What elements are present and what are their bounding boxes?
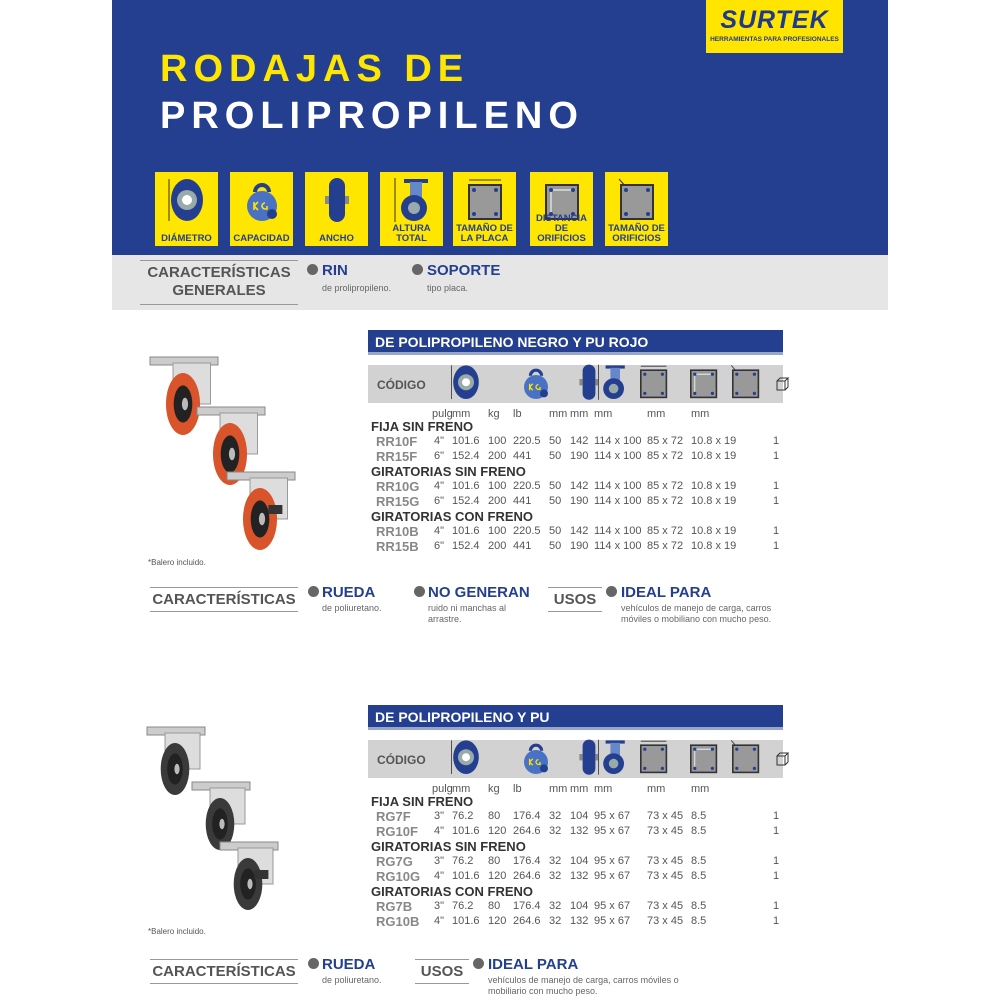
spec-icon-label: TAMAÑO DE LA PLACA [456, 223, 513, 244]
table-cell: 4" [434, 480, 445, 492]
brand-name: SURTEK [720, 6, 829, 34]
divider [150, 611, 298, 612]
uses-title: IDEAL PARA [621, 584, 712, 601]
table-cell: 220.5 [513, 480, 541, 492]
hole-distance-icon [686, 363, 721, 405]
table-cell: 8.5 [691, 825, 707, 837]
table-cell: 76.2 [452, 900, 474, 912]
unit-label: mm [647, 783, 666, 795]
table-cell: 50 [549, 495, 562, 507]
table-cell: 220.5 [513, 435, 541, 447]
product-code: RR10F [376, 434, 418, 449]
bearing-note: *Balero incluido. [148, 927, 206, 936]
table-cell: 6" [434, 495, 445, 507]
spec-icon-2 [305, 172, 368, 246]
unit-label: lb [513, 783, 522, 795]
table-cell: 4" [434, 435, 445, 447]
table-cell: 1 [773, 825, 780, 837]
bullet-icon [308, 958, 319, 969]
table-cell: 132 [570, 915, 589, 927]
unit-label: mm [594, 783, 613, 795]
product-code: RR10B [376, 524, 419, 539]
table-cell: 32 [549, 915, 562, 927]
table-cell: 176.4 [513, 855, 541, 867]
table-cell: 190 [570, 495, 589, 507]
group-heading: FIJA SIN FRENO [371, 419, 474, 434]
page-title-line1: RODAJAS DE [160, 48, 470, 90]
table-cell: 32 [549, 825, 562, 837]
page-title-line2: PROLIPROPILENO [160, 95, 584, 137]
feature-title: RUEDA [322, 956, 376, 973]
spec-icon-4 [453, 172, 516, 246]
product-code: RR15F [376, 449, 418, 464]
product-code: RR10G [376, 479, 420, 494]
table-cell: 50 [549, 450, 562, 462]
uses-desc: vehículos de manejo de carga, carros móviles o mobiliario con mucho peso. [488, 975, 679, 996]
code-header: CÓDIGO [377, 753, 426, 767]
table-cell: 1 [773, 540, 780, 552]
bullet-icon [473, 958, 484, 969]
table-cell: 104 [570, 855, 589, 867]
table-cell: 132 [570, 870, 589, 882]
bullet-icon [412, 264, 423, 275]
table-cell: 32 [549, 855, 562, 867]
spec-icon-label: DIÁMETRO [161, 233, 212, 244]
table-cell: 4" [434, 915, 445, 927]
table-cell: 152.4 [452, 540, 480, 552]
table-cell: 1 [773, 900, 780, 912]
table-cell: 1 [773, 495, 780, 507]
plate-size-icon [636, 363, 671, 405]
kg-weight-icon [520, 363, 552, 405]
table-cell: 441 [513, 495, 532, 507]
group-heading: GIRATORIAS CON FRENO [371, 509, 534, 524]
table-cell: 80 [488, 810, 501, 822]
table-cell: 114 x 100 [594, 435, 642, 447]
table-cell: 95 x 67 [594, 900, 631, 912]
table-cell: 85 x 72 [647, 480, 684, 492]
plate-size-icon [463, 176, 507, 224]
table-cell: 1 [773, 855, 780, 867]
table-cell: 101.6 [452, 870, 480, 882]
table-cell: 264.6 [513, 870, 541, 882]
features-heading: CARACTERÍSTICAS [152, 963, 296, 980]
table-cell: 85 x 72 [647, 450, 684, 462]
table-cell: 73 x 45 [647, 810, 684, 822]
product-code: RG7F [376, 809, 411, 824]
unit-label: mm [452, 408, 471, 420]
package-icon [774, 751, 790, 772]
table-cell: 100 [488, 435, 507, 447]
bullet-icon [606, 586, 617, 597]
table-cell: 85 x 72 [647, 540, 684, 552]
product-code: RR15B [376, 539, 419, 554]
table-cell: 190 [570, 450, 589, 462]
table-title-bar: DE POLIPROPILENO Y PU [368, 705, 783, 730]
table-cell: 142 [570, 435, 589, 447]
table-cell: 10.8 x 19 [691, 480, 737, 492]
table-cell: 114 x 100 [594, 540, 642, 552]
table-cell: 200 [488, 495, 507, 507]
package-icon [774, 376, 790, 397]
table-cell: 120 [488, 825, 507, 837]
unit-label: mm [594, 408, 613, 420]
wheel-diameter-icon [167, 176, 207, 224]
table-cell: 101.6 [452, 435, 480, 447]
hole-size-icon [615, 176, 659, 224]
table-cell: 1 [773, 525, 780, 537]
spec-icon-6 [605, 172, 668, 246]
product-code: RG10B [376, 914, 420, 929]
caster-brake-image [225, 470, 307, 567]
unit-label: mm [691, 408, 710, 420]
table-cell: 8.5 [691, 870, 707, 882]
features-heading: CARACTERÍSTICAS [152, 591, 296, 608]
divider [140, 260, 298, 261]
table-cell: 104 [570, 900, 589, 912]
table-cell: 95 x 67 [594, 870, 631, 882]
caster-height-icon [392, 176, 432, 224]
unit-label: pulg [432, 408, 453, 420]
unit-label: mm [549, 783, 568, 795]
table-cell: 142 [570, 525, 589, 537]
divider [548, 611, 602, 612]
table-cell: 120 [488, 915, 507, 927]
spec-icon-label: DISTANCIA DE ORIFICIOS [535, 213, 588, 244]
feature-soporte-title: SOPORTE [427, 262, 501, 279]
divider [150, 587, 298, 588]
spec-icon-label: TAMAÑO DE ORIFICIOS [608, 223, 665, 244]
table-cell: 95 x 67 [594, 825, 631, 837]
table-header-icons [368, 365, 783, 403]
divider [415, 959, 469, 960]
table-cell: 32 [549, 870, 562, 882]
table-cell: 120 [488, 870, 507, 882]
table-header-icons [368, 740, 783, 778]
bullet-icon [307, 264, 318, 275]
table-title-bar: DE POLIPROPILENO NEGRO Y PU ROJO [368, 330, 783, 355]
product-code: RR15G [376, 494, 420, 509]
spec-icon-label: CAPACIDAD [233, 233, 290, 244]
unit-label: pulg [432, 783, 453, 795]
table-cell: 10.8 x 19 [691, 525, 737, 537]
table-cell: 3" [434, 855, 445, 867]
table-cell: 4" [434, 825, 445, 837]
product-code: RG7G [376, 854, 413, 869]
table-cell: 101.6 [452, 525, 480, 537]
table-cell: 32 [549, 810, 562, 822]
table-cell: 1 [773, 810, 780, 822]
divider [140, 304, 298, 305]
table-cell: 114 x 100 [594, 450, 642, 462]
table-cell: 100 [488, 480, 507, 492]
table-cell: 176.4 [513, 810, 541, 822]
brand-tagline: HERRAMIENTAS PARA PROFESIONALES [710, 36, 839, 43]
feature-title: RUEDA [322, 584, 376, 601]
spec-icon-label: ALTURA TOTAL [392, 223, 431, 244]
table-cell: 73 x 45 [647, 900, 684, 912]
table-cell: 76.2 [452, 810, 474, 822]
uses-desc: vehículos de manejo de carga, carros móviles o mobiliano con mucho peso. [621, 603, 772, 624]
uses-heading: USOS [553, 591, 597, 608]
table-cell: 50 [549, 480, 562, 492]
hole-size-icon [728, 363, 763, 405]
caster-brake-image [218, 840, 290, 927]
kg-weight-icon [520, 738, 552, 780]
kg-weight-icon [242, 176, 282, 224]
unit-label: mm [570, 783, 589, 795]
unit-label: mm [691, 783, 710, 795]
table-cell: 132 [570, 825, 589, 837]
unit-label: mm [570, 408, 589, 420]
table-cell: 73 x 45 [647, 825, 684, 837]
spec-icon-label: ANCHO [319, 233, 354, 244]
table-cell: 200 [488, 540, 507, 552]
unit-label: mm [549, 408, 568, 420]
table-cell: 3" [434, 900, 445, 912]
table-cell: 101.6 [452, 480, 480, 492]
group-heading: GIRATORIAS CON FRENO [371, 884, 534, 899]
spec-icon-0 [155, 172, 218, 246]
divider [150, 983, 298, 984]
group-heading: FIJA SIN FRENO [371, 794, 474, 809]
table-cell: 8.5 [691, 810, 707, 822]
table-cell: 8.5 [691, 900, 707, 912]
wheel-diameter-icon [450, 363, 482, 405]
table-cell: 73 x 45 [647, 855, 684, 867]
table-cell: 85 x 72 [647, 495, 684, 507]
table-cell: 190 [570, 540, 589, 552]
code-header: CÓDIGO [377, 378, 426, 392]
table-cell: 6" [434, 450, 445, 462]
bullet-icon [414, 586, 425, 597]
general-heading: CARACTERÍSTICAS GENERALES [147, 264, 291, 299]
table-cell: 80 [488, 855, 501, 867]
table-cell: 32 [549, 900, 562, 912]
table-cell: 85 x 72 [647, 435, 684, 447]
bearing-note: *Balero incluido. [148, 558, 206, 567]
unit-label: mm [647, 408, 666, 420]
uses-heading: USOS [420, 963, 464, 980]
product-code: RG10F [376, 824, 418, 839]
unit-label: kg [488, 783, 500, 795]
table-cell: 114 x 100 [594, 480, 642, 492]
table-cell: 1 [773, 435, 780, 447]
wheel-width-icon [317, 176, 357, 224]
feature-rin-title: RIN [322, 262, 348, 279]
table-cell: 6" [434, 540, 445, 552]
table-cell: 73 x 45 [647, 915, 684, 927]
table-cell: 441 [513, 450, 532, 462]
bullet-icon [308, 586, 319, 597]
divider [415, 983, 469, 984]
feature-desc: ruido ni manchas al arrastre. [428, 603, 507, 624]
table-cell: 50 [549, 525, 562, 537]
unit-label: lb [513, 408, 522, 420]
table-cell: 10.8 x 19 [691, 495, 737, 507]
feature-desc: de poliuretano. [322, 975, 382, 985]
feature-title: NO GENERAN [428, 584, 530, 601]
table-cell: 1 [773, 450, 780, 462]
table-cell: 264.6 [513, 915, 541, 927]
table-cell: 152.4 [452, 450, 480, 462]
table-cell: 76.2 [452, 855, 474, 867]
uses-title: IDEAL PARA [488, 956, 579, 973]
table-cell: 220.5 [513, 525, 541, 537]
table-cell: 441 [513, 540, 532, 552]
hole-distance-icon [686, 738, 721, 780]
wheel-diameter-icon [450, 738, 482, 780]
caster-height-icon [596, 363, 628, 405]
unit-label: kg [488, 408, 500, 420]
table-cell: 200 [488, 450, 507, 462]
table-cell: 1 [773, 870, 780, 882]
table-cell: 10.8 x 19 [691, 450, 737, 462]
hole-size-icon [728, 738, 763, 780]
group-heading: GIRATORIAS SIN FRENO [371, 464, 526, 479]
divider [548, 587, 602, 588]
table-cell: 114 x 100 [594, 525, 642, 537]
table-cell: 73 x 45 [647, 870, 684, 882]
product-code: RG7B [376, 899, 413, 914]
table-cell: 50 [549, 435, 562, 447]
table-cell: 142 [570, 480, 589, 492]
table-cell: 176.4 [513, 900, 541, 912]
table-cell: 10.8 x 19 [691, 435, 737, 447]
unit-label: mm [452, 783, 471, 795]
table-cell: 114 x 100 [594, 495, 642, 507]
table-cell: 8.5 [691, 855, 707, 867]
plate-size-icon [636, 738, 671, 780]
table-cell: 104 [570, 810, 589, 822]
feature-soporte-desc: tipo placa. [427, 283, 469, 293]
divider [150, 959, 298, 960]
table-cell: 264.6 [513, 825, 541, 837]
table-cell: 1 [773, 480, 780, 492]
table-cell: 95 x 67 [594, 915, 631, 927]
table-cell: 101.6 [452, 825, 480, 837]
caster-height-icon [596, 738, 628, 780]
feature-desc: de poliuretano. [322, 603, 382, 613]
spec-icon-1 [230, 172, 293, 246]
feature-rin-desc: de prolipropileno. [322, 283, 392, 293]
table-cell: 4" [434, 870, 445, 882]
table-cell: 3" [434, 810, 445, 822]
table-cell: 101.6 [452, 915, 480, 927]
table-cell: 100 [488, 525, 507, 537]
table-cell: 80 [488, 900, 501, 912]
table-cell: 8.5 [691, 915, 707, 927]
table-cell: 1 [773, 915, 780, 927]
surtek-logo [706, 0, 843, 53]
product-code: RG10G [376, 869, 421, 884]
table-cell: 4" [434, 525, 445, 537]
spec-icon-5 [530, 172, 593, 246]
table-cell: 152.4 [452, 495, 480, 507]
table-cell: 95 x 67 [594, 810, 631, 822]
spec-icon-3 [380, 172, 443, 246]
group-heading: GIRATORIAS SIN FRENO [371, 839, 526, 854]
table-cell: 95 x 67 [594, 855, 631, 867]
table-cell: 85 x 72 [647, 525, 684, 537]
table-cell: 50 [549, 540, 562, 552]
table-cell: 10.8 x 19 [691, 540, 737, 552]
